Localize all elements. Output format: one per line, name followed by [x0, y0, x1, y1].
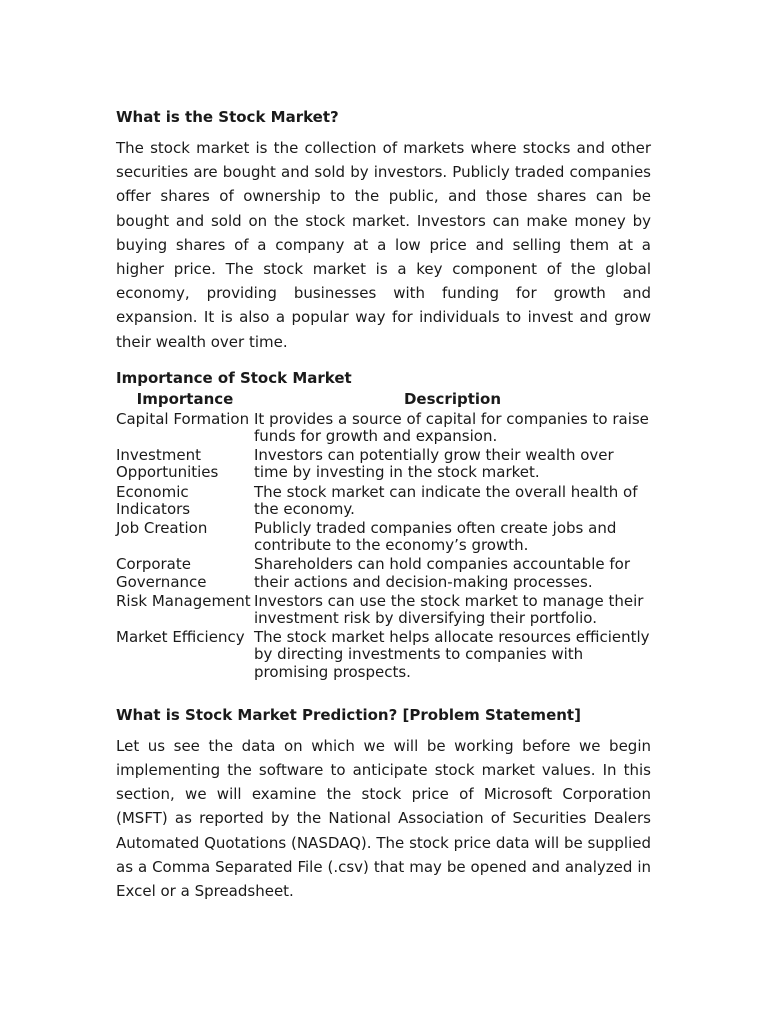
table-cell-description: Investors can use the stock market to manage their investment risk by diversifying their portfolio. — [254, 591, 644, 628]
table-cell-description: It provides a source of capital for companies to raise funds for growth and expansion. — [254, 409, 649, 446]
table-cell-importance: Market Efficiency — [116, 628, 245, 647]
stock-market-paragraph: The stock market is the collection of markets where stocks and other securities are bought and sold by investors. Publicly traded companies offer shares of ownership to the public, and those shares can be bought and sold on the stock market. Investors can make money by buying shares of a company at a low price and selling them at a higher price. The stock market is a key component of the global economy, providing businesses with funding for growth and expansion. It is also a popular way for individuals to invest and grow their wealth over time. — [116, 139, 651, 351]
table-row — [116, 520, 651, 556]
table-header-importance: Importance — [136, 389, 234, 408]
table-header-row — [116, 389, 651, 411]
table-cell-importance: Investment Opportunities — [116, 446, 219, 482]
table-row — [116, 447, 651, 483]
table-cell-description: The stock market can indicate the overall health of the economy. — [254, 482, 638, 518]
table-cell-importance: Economic Indicators — [116, 482, 191, 518]
importance-heading: Importance of Stock Market — [116, 368, 352, 387]
table-header-description: Description — [403, 389, 502, 408]
table-cell-description: The stock market helps allocate resources efficiently by directing investments to companies with promising prospects. — [254, 628, 650, 681]
table-cell-importance: Job Creation — [116, 519, 208, 538]
table-row — [116, 629, 651, 683]
table-row — [116, 593, 651, 629]
stock-market-heading: What is the Stock Market? — [116, 108, 339, 126]
prediction-heading: What is Stock Market Prediction? [Problem Statement] — [116, 705, 581, 724]
table-row — [116, 484, 651, 520]
table-cell-description: Publicly traded companies often create jobs and contribute to the economy’s growth. — [254, 519, 617, 555]
table-cell-description: Shareholders can hold companies accountable for their actions and decision-making processes. — [254, 555, 630, 591]
table-row — [116, 411, 651, 447]
table-cell-importance: Risk Management — [116, 591, 251, 610]
table-row — [116, 556, 651, 592]
document-page — [116, 107, 651, 903]
table-cell-description: Investors can potentially grow their wealth over time by investing in the stock market. — [254, 446, 614, 482]
table-cell-importance: Corporate Governance — [116, 555, 207, 591]
prediction-paragraph: Let us see the data on which we will be working before we begin implementing the software to anticipate stock market values. In this section, we will examine the stock price of Microsoft Corporation (MSFT) as reported by the National Association of Securities Dealers Automated Quotations (NASDAQ). The stock price data will be supplied as a Comma Separated File (.csv) that may be opened and analyzed in Excel or a Spreadsheet. — [116, 736, 651, 901]
importance-table — [116, 389, 651, 683]
table-cell-importance: Capital Formation — [116, 409, 250, 428]
